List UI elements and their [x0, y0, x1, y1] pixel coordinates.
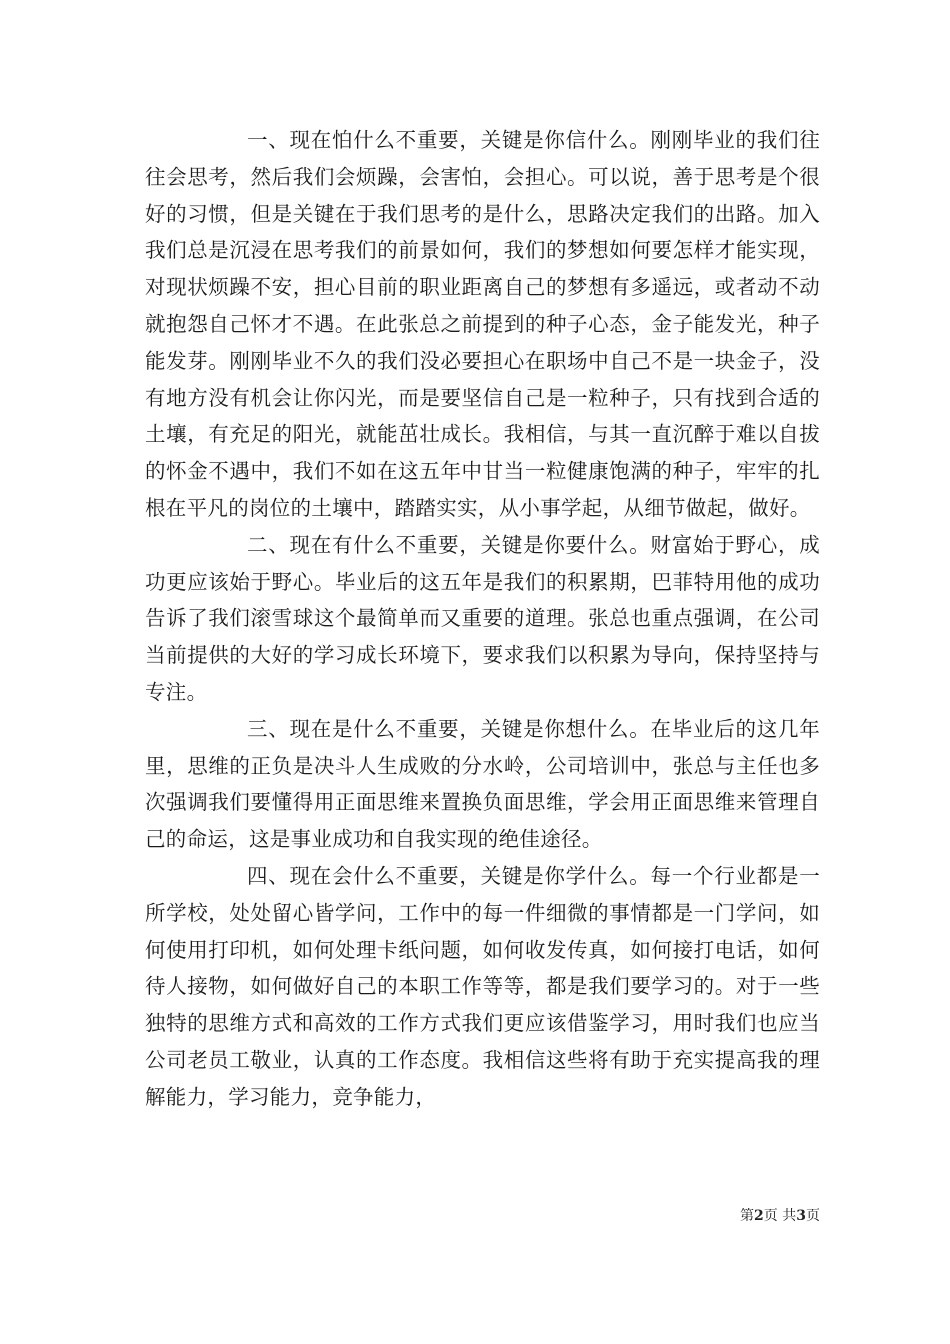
footer-current-page: 2: [754, 1208, 764, 1224]
paragraph-1: 一、现在怕什么不重要，关键是你信什么。刚刚毕业的我们往往会思考，然后我们会烦躁，会害怕，会担心。可以说，善于思考是个很好的习惯，但是关键在于我们思考的是什么，思路决定我们的出路。加入我们总是沉浸在思考我们的前景如何，我们的梦想如何要怎样才能实现，对现状烦躁不安，担心目前的职业距离自己的梦想有多遥远，或者动不动就抱怨自己怀才不遇。在此张总之前提到的种子心态，金子能发光，种子能发芽。刚刚毕业不久的我们没必要担心在职场中自己不是一块金子，没有地方没有机会让你闪光，而是要坚信自己是一粒种子，只有找到合适的土壤，有充足的阳光，就能茁壮成长。我相信，与其一直沉醉于难以自拔的怀金不遇中，我们不如在这五年中甘当一粒健康饱满的种子，牢牢的扎根在平凡的岗位的土壤中，踏踏实实，从小事学起，从细节做起，做好。: [145, 128, 820, 520]
paragraph-4: 四、现在会什么不重要，关键是你学什么。每一个行业都是一所学校，处处留心皆学问，工作中的每一件细微的事情都是一门学问，如何使用打印机，如何处理卡纸问题，如何收发传真，如何接打电话，如何待人接物，如何做好自己的本职工作等等，都是我们要学习的。对于一些独特的思维方式和高效的工作方式我们更应该借鉴学习，用时我们也应当公司老员工敬业，认真的工作态度。我相信这些将有助于充实提高我的理解能力，学习能力，竞争能力，: [145, 863, 820, 1109]
body-text: [145, 122, 820, 1116]
footer-total-pages: 3: [796, 1208, 806, 1224]
footer-prefix: 第: [740, 1208, 755, 1224]
paragraph-2: 二、现在有什么不重要，关键是你要什么。财富始于野心，成功更应该始于野心。毕业后的这五年是我们的积累期，巴菲特用他的成功告诉了我们滚雪球这个最简单而又重要的道理。张总也重点强调，在公司当前提供的大好的学习成长环境下，要求我们以积累为导向，保持坚持与专注。: [145, 532, 820, 704]
footer-suffix: 页: [806, 1208, 820, 1224]
paragraph-3: 三、现在是什么不重要，关键是你想什么。在毕业后的这几年里，思维的正负是决斗人生成败的分水岭，公司培训中，张总与主任也多次强调我们要懂得用正面思维来置换负面思维，学会用正面思维来管理自己的命运，这是事业成功和自我实现的绝佳途径。: [145, 716, 820, 852]
page-footer: [700, 1205, 820, 1225]
footer-middle: 页 共: [763, 1208, 797, 1224]
